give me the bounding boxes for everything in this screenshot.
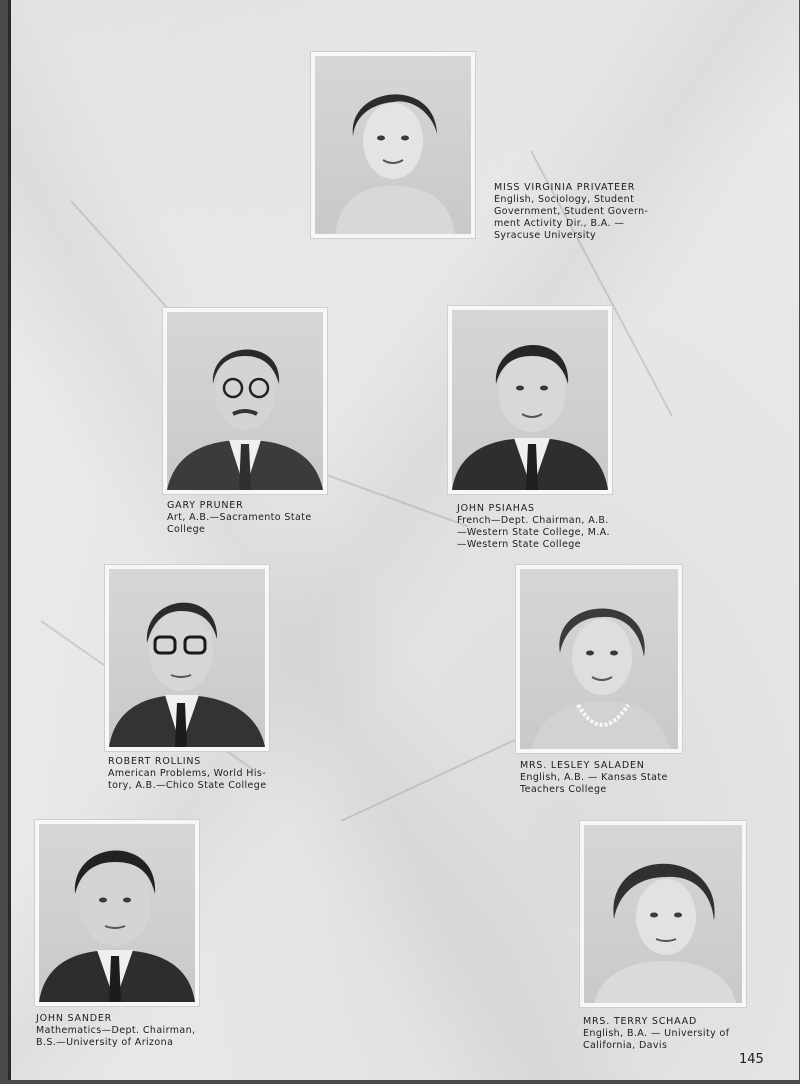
portrait-photo [448,306,612,494]
yearbook-page [8,0,799,1080]
man-portrait-icon [167,312,323,490]
faculty-name: GARY PRUNER [167,500,244,511]
faculty-caption [36,1013,236,1049]
faculty-caption [167,500,337,536]
faculty-description: Mathematics—Dept. Chairman, B.S.—University of Arizona [36,1025,196,1048]
faculty-name: ROBERT ROLLINS [108,756,202,767]
faculty-caption [583,1016,793,1052]
woman-portrait-icon [520,569,678,749]
portrait-photo [580,821,746,1007]
portrait-photo [35,820,199,1006]
faculty-caption [520,760,720,796]
man-portrait-icon [39,824,195,1002]
portrait-photo [516,565,682,753]
faculty-description: English, A.B. — Kansas State Teachers College [520,772,668,795]
faculty-name: JOHN SANDER [36,1013,113,1024]
portrait-photo [105,565,269,751]
faculty-name: MRS. TERRY SCHAAD [583,1016,698,1027]
faculty-name: JOHN PSIAHAS [457,503,535,514]
faculty-description: Art, A.B.—Sacramento State College [167,512,312,535]
man-portrait-icon [452,310,608,490]
faculty-description: English, B.A. — University of California, Davis [583,1028,730,1051]
portrait-photo [311,52,475,238]
man-portrait-icon [109,569,265,747]
woman-portrait-icon [584,825,742,1003]
portrait-photo [163,308,327,494]
faculty-name: MRS. LESLEY SALADEN [520,760,645,771]
faculty-description: English, Sociology, Student Government, Student Govern- ment Activity Dir., B.A. — Syracuse University [494,194,649,241]
woman-portrait-icon [315,56,471,234]
faculty-caption [108,756,298,792]
faculty-caption [494,182,694,242]
page-number: 145 [739,1052,764,1067]
faculty-caption [457,503,657,551]
faculty-description: French—Dept. Chairman, A.B. —Western State College, M.A. —Western State College [457,515,610,550]
faculty-name: MISS VIRGINIA PRIVATEER [494,182,636,193]
faculty-description: American Problems, World His- tory, A.B.—Chico State College [108,768,267,791]
